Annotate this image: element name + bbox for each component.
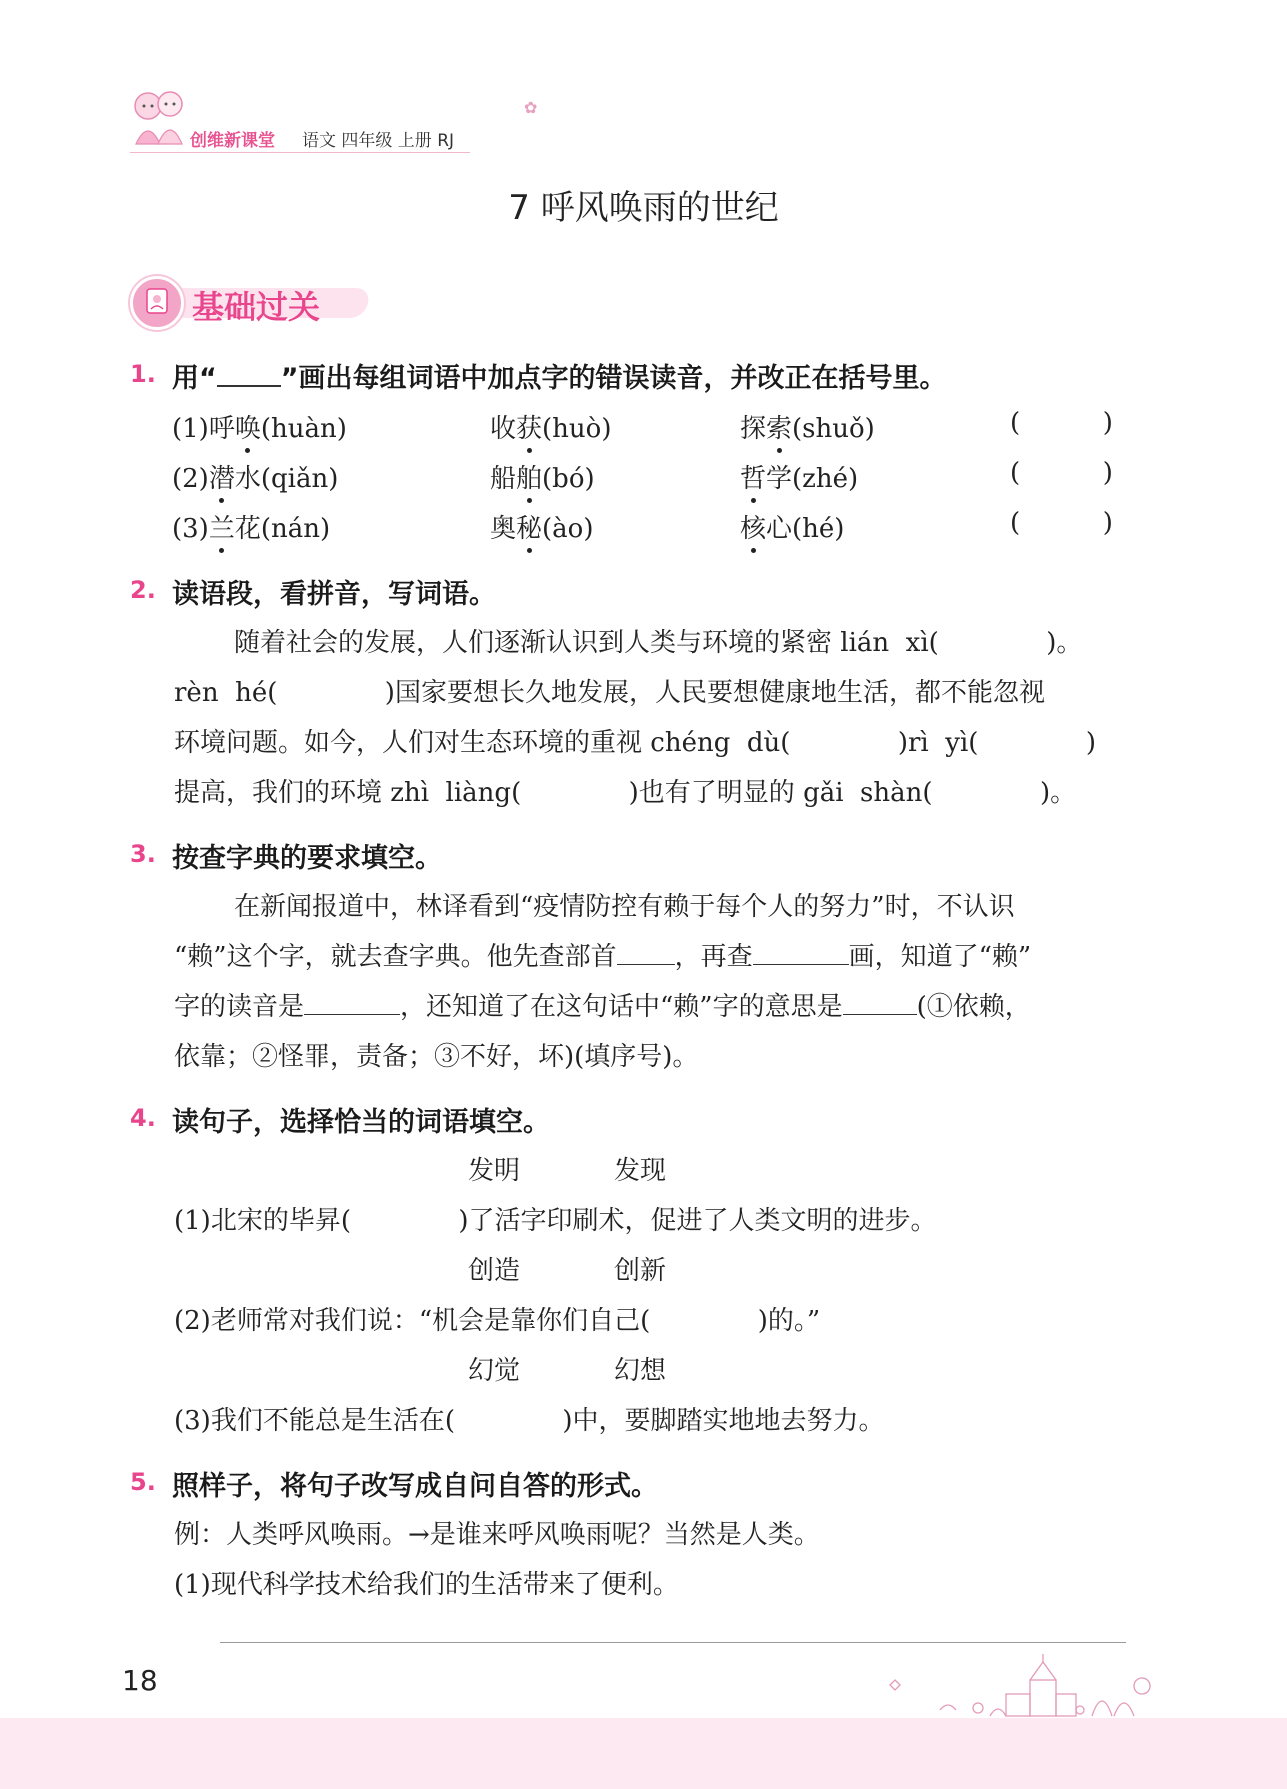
underline-sample [217,358,281,387]
q1-row: 船舶(bó) [490,458,595,495]
section-banner [130,276,370,326]
word-option: 发现 [614,1156,667,1186]
fill-blank[interactable] [304,988,400,1015]
sentence-item: (1)现代科学技术给我们的生活带来了便利。 [174,1570,679,1600]
sentence-item: (3)我们不能总是生活在( )中，要脚踏实地地去努力。 [174,1406,885,1436]
sentence-item: (2)老师常对我们说：“机会是靠你们自己( )的。” [174,1306,821,1336]
footer-band [0,1718,1287,1789]
question-number: 1. [130,360,156,388]
word-option: 创新 [614,1256,667,1286]
footer-divider [220,1642,1126,1643]
fill-blank[interactable] [753,938,849,965]
question-number: 5. [130,1468,156,1496]
q1-row: (3)兰花(nán) [172,508,330,545]
fill-blank[interactable] [617,938,675,965]
q1-row: 收获(huò) [490,408,611,445]
answer-blank[interactable]: ( ) [1010,408,1113,438]
lesson-title: 7 呼风唤雨的世纪 [508,188,779,228]
question-number: 2. [130,576,156,604]
header-divider [130,152,470,153]
q1-row: (2)潜水(qiǎn) [172,458,338,495]
question-prompt: 照样子，将句子改写成自问自答的形式。 [172,1471,658,1502]
passage-line: 在新闻报道中，林译看到“疫情防控有赖于每个人的努力”时，不认识 [234,892,1015,922]
sentence-item: (1)北宋的毕昇( )了活字印刷术，促进了人类文明的进步。 [174,1206,937,1236]
passage-line: 提高，我们的环境 zhì liàng( )也有了明显的 gǎi shàn( )。 [174,778,1077,808]
section-title: 基础过关 [192,288,321,326]
book-meta: 语文 四年级 上册 RJ [302,131,455,151]
question-prompt: 用“ ”画出每组词语中加点字的错误读音，并改正在括号里。 [172,356,947,395]
passage-line: 环境问题。如今，人们对生态环境的重视 chéng dù( )rì yì( ) [174,728,1096,758]
fill-blank[interactable] [843,988,917,1015]
question-prompt: 读语段，看拼音，写词语。 [172,579,496,610]
header-mascot-icon [128,86,188,148]
flower-icon: ✿ [524,98,538,117]
passage-line: rèn hé( )国家要想长久地发展，人民要想健康地生活，都不能忽视 [174,678,1045,708]
castle-icon [880,1650,1170,1720]
q1-row: (1)呼唤(huàn) [172,408,347,445]
word-option: 创造 [468,1256,521,1286]
q1-row: 核心(hé) [740,508,844,545]
question-number: 3. [130,840,156,868]
word-option: 发明 [468,1156,521,1186]
brand-name: 创维新课堂 [190,131,275,151]
passage-line: “赖”这个字，就去查字典。他先查部首 ，再查 画，知道了“赖” [174,936,1031,973]
passage-line: 字的读音是 ，还知道了在这句话中“赖”字的意思是 (①依赖， [174,986,1031,1023]
page-number: 18 [122,1664,158,1697]
passage-line: 依靠；②怪罪，责备；③不好，坏)(填序号)。 [174,1042,699,1072]
answer-blank[interactable]: ( ) [1010,458,1113,488]
question-number: 4. [130,1104,156,1132]
q1-row: 奥秘(ào) [490,508,593,545]
answer-blank[interactable]: ( ) [1010,508,1113,538]
word-option: 幻想 [614,1356,667,1386]
word-option: 幻觉 [468,1356,521,1386]
q1-row: 探索(shuǒ) [740,408,875,445]
banner-badge-icon [130,276,184,330]
passage-line: 随着社会的发展，人们逐渐认识到人类与环境的紧密 lián xì( )。 [234,628,1083,658]
question-prompt: 读句子，选择恰当的词语填空。 [172,1107,550,1138]
q1-row: 哲学(zhé) [740,458,858,495]
question-prompt: 按查字典的要求填空。 [172,843,442,874]
example-sentence: 例：人类呼风唤雨。→是谁来呼风唤雨呢？当然是人类。 [174,1520,820,1550]
